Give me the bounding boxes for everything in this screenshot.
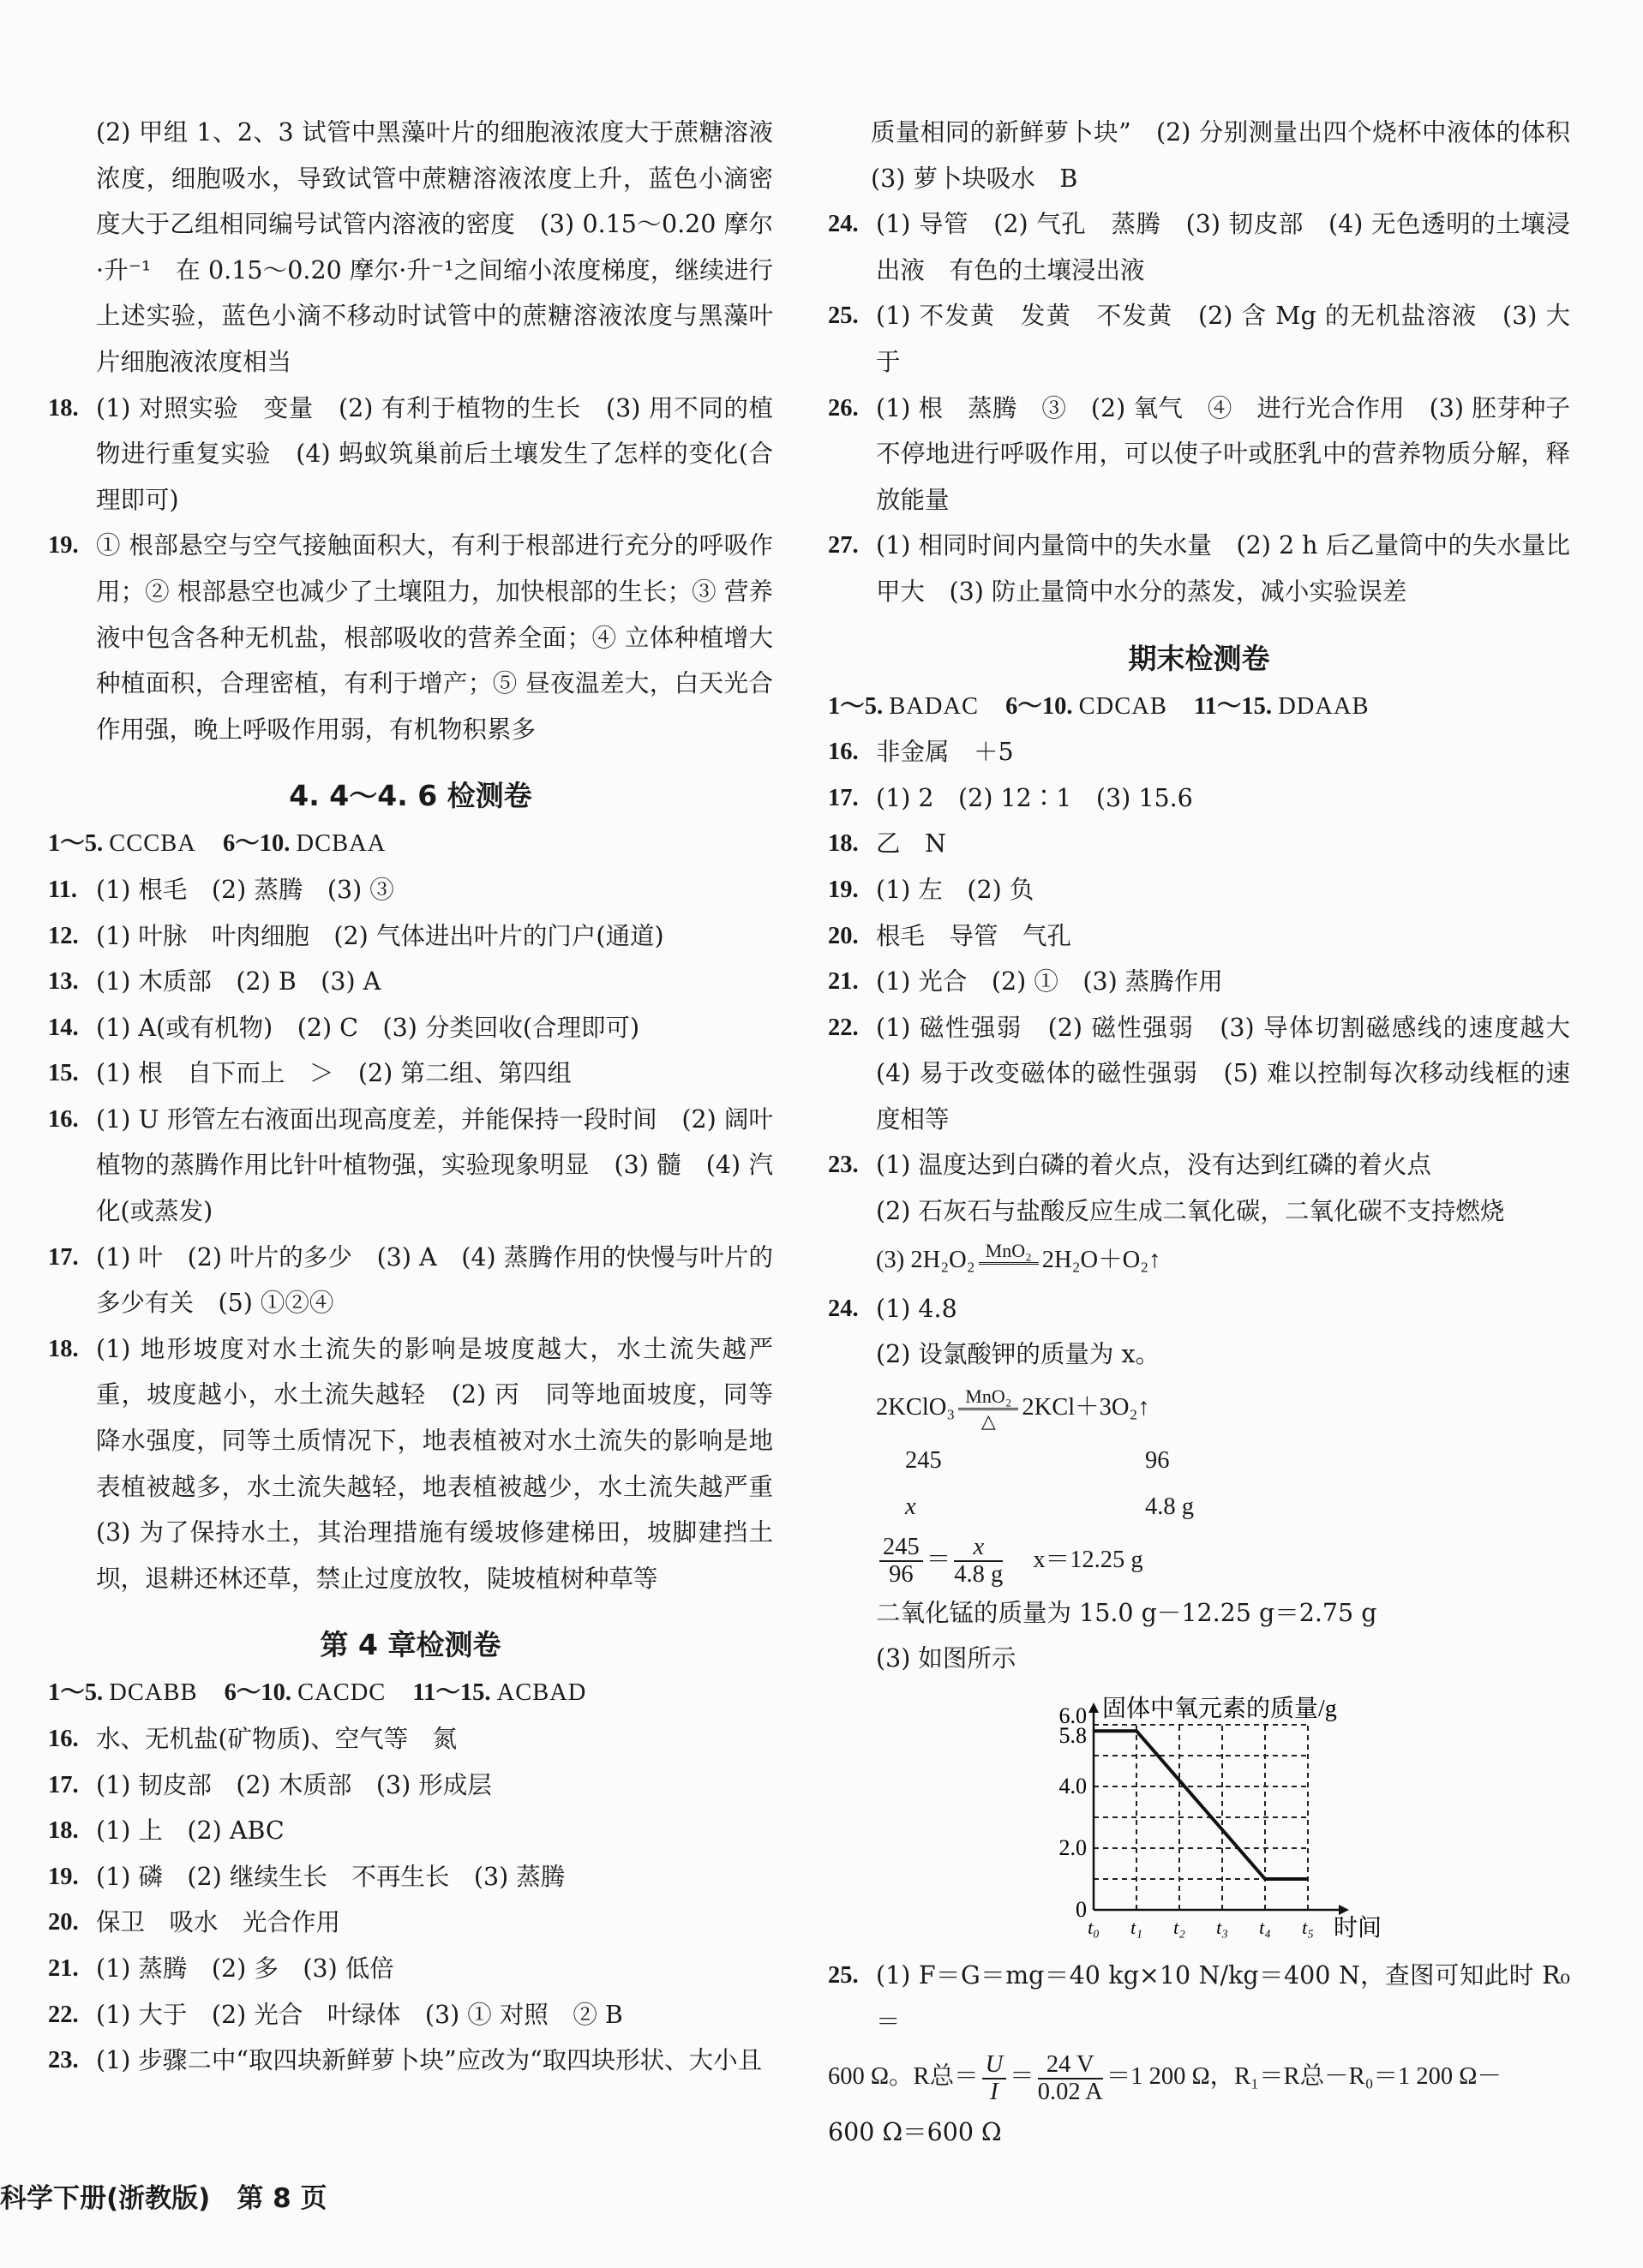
item-text: (1) 上 (2) ABC (96, 1816, 285, 1846)
item-text: 水、无机盐(矿物质)、空气等 氮 (96, 1725, 458, 1753)
mc-range: 11～15. (412, 1679, 491, 1707)
item-number: 19. (828, 876, 859, 903)
mc-range: 6～10. (1005, 692, 1073, 720)
answer-item (48, 523, 773, 752)
answer-item (48, 1235, 773, 1326)
q17-continued: (2) 甲组 1、2、3 试管中黑藻叶片的细胞液浓度大于蔗糖溶液浓度，细胞吸水，导致试管中蔗糖溶液浓度上升，蓝色小滴密度大于乙组相同编号试管内溶液的密度 (3) 0.15～0.20 摩尔·升⁻¹ 在 0.15～0.20 摩尔·升⁻¹之间缩小浓度梯度，继续进行上述实验，蓝色小滴不移动时试管中的蔗糖溶液浓度与黑藻叶片细胞液浓度相当 (96, 118, 773, 376)
answer-item (828, 821, 1570, 867)
answer-item (48, 1050, 773, 1097)
item-number: 23. (48, 2047, 79, 2074)
frac-denominator: 4.8 g (954, 1561, 1004, 1589)
item-number: 11. (48, 876, 78, 903)
x-tick-label: t₃ (1216, 1917, 1228, 1939)
q23-line1: (1) 温度达到白磷的着火点，没有达到红磷的着火点 (876, 1151, 1431, 1180)
item-text: 保卫 吸水 光合作用 (96, 1908, 341, 1937)
mc-answer: CDCAB (1078, 692, 1167, 720)
item-text: (1) 叶 (2) 叶片的多少 (3) A (4) 蒸腾作用的快慢与叶片的多少有关 (5) ①②④ (96, 1242, 773, 1318)
item-number: 17. (48, 1243, 79, 1271)
answer-item (48, 867, 773, 913)
x-axis-arrow (1339, 1905, 1349, 1915)
y-tick-label: 2.0 (1058, 1835, 1087, 1861)
answer-item (48, 386, 773, 524)
item-text: (1) 不发黄 发黄 不发黄 (2) 含 Mg 的无机盐溶液 (3) 大于 (876, 302, 1570, 376)
item-text: (1) 根 蒸腾 ③ (2) 氧气 ④ 进行光合作用 (3) 胚芽种子不停地进行呼吸作用，可以使子叶或胚乳中的营养物质分解，释放能量 (876, 393, 1570, 514)
section-title: 4. 4～4. 6 检测卷 (289, 779, 532, 813)
item-text: (1) 蒸腾 (2) 多 (3) 低倍 (96, 1954, 394, 1983)
section-title: 第 4 章检测卷 (320, 1628, 501, 1662)
right-column (828, 110, 1595, 2156)
q24-part2: (2) 设氯酸钾的质量为 x。 (876, 1340, 1160, 1369)
item-text: (1) A(或有机物) (2) C (3) 分类回收(合理即可) (96, 1013, 640, 1042)
x-tick-label: t₄ (1259, 1917, 1271, 1939)
q24-result: x＝12.25 g (1033, 1546, 1143, 1573)
answer-item (48, 1097, 773, 1235)
answer-item (48, 1900, 773, 1946)
mc-range: 6～10. (224, 1679, 291, 1707)
q24-proportion: $\frac{245}{96}$ ＝ $\frac{x}{4.8 g}$ x＝12.25 g (876, 1530, 1570, 1590)
frac-denominator: I (990, 2078, 998, 2105)
answer-item (828, 293, 1570, 385)
item-number: 25. (828, 302, 859, 330)
answer-item (828, 523, 1570, 614)
item-number: 15. (48, 1060, 79, 1087)
item-number: 12. (48, 922, 79, 949)
answer-item (828, 1005, 1595, 1143)
item-number: 22. (48, 2001, 79, 2028)
answer-item (828, 775, 1570, 822)
eq-products: 2KCl＋3O₂↑ (1022, 1393, 1150, 1421)
item-number: 18. (828, 830, 859, 858)
item-text: (1) 根 自下而上 ＞ (2) 第二组、第四组 (96, 1059, 572, 1088)
item-number: 27. (828, 532, 859, 560)
mc-answers (48, 1670, 773, 1716)
item-text: (1) 叶脉 叶肉细胞 (2) 气体进出叶片的门户(通道) (96, 921, 664, 950)
answer-item (48, 1716, 773, 1762)
frac-denominator: 0.02 A (1037, 2078, 1103, 2105)
item-number: 23. (828, 1152, 859, 1179)
item-number: 19. (48, 532, 79, 560)
mass-kclo3: x (905, 1493, 916, 1520)
series-line (1094, 1731, 1308, 1879)
mc-answer: CACDC (297, 1679, 387, 1707)
q25-line3: 600 Ω＝600 Ω (828, 2118, 1002, 2147)
item-number: 24. (828, 211, 859, 238)
mc-answer: DCBAA (296, 830, 387, 858)
answer-item (48, 2038, 773, 2084)
item-text: (1) 大于 (2) 光合 叶绿体 (3) ① 对照 ② B (96, 2000, 623, 2029)
mc-answers (828, 684, 1570, 730)
frac-denominator: 96 (889, 1561, 914, 1589)
item-text: (1) 磁性强弱 (2) 磁性强弱 (3) 导体切割磁感线的速度越大 (4) 易于改变磁体的磁性强弱 (5) 难以控制每次移动线框的速度相等 (876, 1013, 1595, 1134)
answer-item (48, 1946, 773, 1992)
mc-range: 1～5. (48, 1679, 104, 1707)
mc-range: 1～5. (828, 692, 884, 720)
frac-numerator: 245 (879, 1535, 923, 1562)
frac-numerator: U (982, 2052, 1007, 2079)
item-number: 16. (48, 1105, 79, 1133)
item-text: (1) 2 (2) 12∶1 (3) 15.6 (876, 783, 1193, 812)
q25-text-b: ＝1 200 Ω，R₁＝R总－R₀＝1 200 Ω－ (1106, 2063, 1502, 2091)
y-tick-label: 4.0 (1058, 1774, 1087, 1799)
answer-item (48, 1005, 773, 1051)
q24-mno2-mass: 二氧化锰的质量为 15.0 g－12.25 g＝2.75 g (876, 1598, 1377, 1627)
mc-answer: BADAC (889, 692, 980, 720)
q23-continued: 质量相同的新鲜萝卜块” (2) 分别测量出四个烧杯中液体的体积 (3) 萝卜块吸水 B (871, 118, 1595, 193)
y-tick-label: 5.8 (1058, 1723, 1087, 1749)
q23-equation (876, 1235, 1570, 1286)
item-text: 根毛 导管 气孔 (876, 921, 1072, 950)
item-number: 26. (828, 394, 859, 422)
x-tick-label: t₁ (1130, 1917, 1142, 1939)
mass-o2: 4.8 g (1145, 1493, 1194, 1520)
x-tick-label: t₅ (1302, 1917, 1314, 1939)
eq-condition (979, 1240, 1039, 1284)
item-number: 18. (48, 1817, 79, 1845)
item-number: 25. (828, 1962, 859, 1990)
x-tick-label: t₀ (1088, 1917, 1100, 1939)
eq-condition (958, 1385, 1018, 1433)
item-text (876, 1142, 1570, 1285)
y-axis-arrow (1088, 1702, 1099, 1713)
item-number: 20. (828, 922, 859, 949)
item-number: 18. (48, 1335, 79, 1362)
mc-range: 1～5. (48, 830, 104, 858)
fraction-mass (954, 1535, 1003, 1588)
left-column (48, 110, 798, 2084)
frac-numerator: x (954, 1535, 1003, 1562)
item-number: 21. (828, 968, 859, 996)
item-text: (1) 相同时间内量筒中的失水量 (2) 2 h 后乙量筒中的失水量比甲大 (3) 防止量筒中水分的蒸发，减小实验误差 (876, 531, 1570, 606)
x-axis-label: 时间 (1334, 1915, 1382, 1942)
mc-answer: DDAAB (1278, 692, 1370, 720)
eq-heat: △ (980, 1409, 996, 1432)
chart-svg (1042, 1679, 1385, 1944)
x-tick-label: t₂ (1173, 1917, 1185, 1939)
item-number: 16. (48, 1726, 79, 1752)
item-number: 17. (48, 1771, 79, 1798)
item-text: (1) 步骤二中“取四块新鲜萝卜块”应改为“取四块形状、大小且 (96, 2046, 763, 2075)
answer-item (828, 1142, 1570, 1285)
eq-reactants: (3) 2H₂O₂ (876, 1246, 975, 1273)
item-text: (1) 光合 (2) ① (3) 蒸腾作用 (876, 967, 1223, 996)
q24-masses (905, 1438, 1570, 1530)
answer-item (828, 1286, 1570, 1378)
fraction-ui (982, 2052, 1007, 2105)
item-text: (1) U 形管左右液面出现高度差，并能保持一段时间 (2) 阔叶植物的蒸腾作用比针叶植物强，实验现象明显 (3) 髓 (4) 汽化(或蒸发) (96, 1104, 773, 1226)
answer-item (828, 867, 1570, 913)
q25-line2 (828, 2044, 1570, 2109)
mc-answer: ACBAD (496, 1679, 587, 1707)
answer-item (48, 913, 773, 960)
item-text: 非金属 ＋5 (876, 738, 1014, 767)
item-text: (1) 木质部 (2) B (3) A (96, 967, 381, 996)
item-number: 13. (48, 968, 79, 996)
item-number: 19. (48, 1863, 79, 1890)
oxygen-mass-chart (1042, 1679, 1570, 1948)
item-number: 17. (828, 784, 859, 811)
item-text: 乙 N (876, 829, 946, 859)
item-text: (1) 韧皮部 (2) 木质部 (3) 形成层 (96, 1770, 492, 1799)
y-tick-label: 0 (1076, 1897, 1087, 1923)
item-text: (1) 磷 (2) 继续生长 不再生长 (3) 蒸腾 (96, 1862, 566, 1891)
eq-products: 2H₂O＋O₂↑ (1041, 1246, 1161, 1273)
equals-sign: ＝ (1010, 2063, 1034, 2091)
eq-catalyst: MnO₂ (979, 1240, 1039, 1265)
y-axis-label: 固体中氧元素的质量/g (1102, 1696, 1337, 1723)
item-text: (1) 地形坡度对水土流失的影响是坡度越大，水土流失越严重，坡度越小，水土流失越轻 (2) 丙 同等地面坡度，同等降水强度，同等土质情况下，地表植被对水土流失的影响是地表植被越多，水土流失越轻，地表植被越少，水土流失越严重 (3) 为了保持水土，其治理措施有缓坡修建梯田，坡脚建挡土坝，退耕还林还草，禁止过度放牧，陡坡植树种草等 (96, 1334, 798, 1593)
answer-item (828, 729, 1570, 775)
mc-range: 6～10. (223, 830, 291, 858)
mc-answer: DCABB (109, 1679, 198, 1707)
item-text: (1) 根毛 (2) 蒸腾 (3) ③ (96, 875, 394, 904)
item-number: 21. (48, 1954, 79, 1982)
answer-item (48, 959, 773, 1005)
molar-mass-kclo3: 245 (905, 1446, 942, 1474)
answer-item (828, 913, 1570, 960)
q25-line1: (1) F＝G＝mg＝40 kg×10 N/kg＝400 N，查图可知此时 R₀＝ (876, 1961, 1570, 2036)
fraction-molar (879, 1535, 923, 1588)
q25-text-a: 600 Ω。R总＝ (828, 2063, 979, 2091)
item-number: 16. (828, 739, 859, 766)
mc-answer: CCCBA (109, 830, 196, 858)
item-text (876, 1286, 1570, 1378)
item-number: 24. (828, 1295, 859, 1322)
eq-catalyst: MnO₂ (958, 1385, 1018, 1410)
molar-mass-o2: 96 (1145, 1446, 1170, 1474)
item-text: ① 根部悬空与空气接触面积大，有利于根部进行充分的呼吸作用；② 根部悬空也减少了土壤阻力，加快根部的生长；③ 营养液中包含各种无机盐，根部吸收的营养全面；④ 立体种植增大种植面积，合理密植，有利于增产；⑤ 昼夜温差大，白天光合作用强，晚上呼吸作用弱，有机物积累多 (96, 531, 773, 744)
mc-answers (48, 821, 773, 867)
item-text: (1) 左 (2) 负 (876, 875, 1034, 904)
answer-item (48, 1326, 798, 1602)
y-tick-label: 6.0 (1058, 1703, 1087, 1729)
item-text: (1) 对照实验 变量 (2) 有利于植物的生长 (3) 用不同的植物进行重复实验 (4) 蚂蚁筑巢前后土壤发生了怎样的变化(合理即可) (96, 393, 773, 514)
q24-part3: (3) 如图所示 (876, 1644, 1016, 1673)
item-text: (1) 导管 (2) 气孔 蒸腾 (3) 韧皮部 (4) 无色透明的土壤浸出液 有色的土壤浸出液 (876, 210, 1570, 284)
answer-item (828, 386, 1570, 524)
fraction-values (1038, 2052, 1103, 2105)
answer-item (828, 959, 1570, 1005)
q24-part1: (1) 4.8 (876, 1294, 957, 1323)
item-number: 14. (48, 1014, 79, 1041)
page-footer: 科学下册(浙教版) 第 8 页 (0, 2183, 327, 2214)
answer-item (48, 1808, 773, 1854)
q24-equation (876, 1378, 1570, 1438)
mc-range: 11～15. (1194, 692, 1273, 720)
answer-item (48, 1762, 773, 1809)
answer-item (48, 1854, 773, 1900)
frac-numerator: 24 V (1038, 2052, 1103, 2079)
section-title: 期末检测卷 (1128, 641, 1270, 675)
item-number: 18. (48, 394, 79, 422)
answer-item (48, 1992, 773, 2038)
eq-reactants: 2KClO₃ (876, 1393, 956, 1421)
answer-item (828, 201, 1570, 293)
answer-item (828, 1953, 1570, 2156)
q23-line2: (2) 石灰石与盐酸反应生成二氧化碳，二氧化碳不支持燃烧 (876, 1197, 1505, 1226)
item-number: 20. (48, 1909, 79, 1936)
item-number: 22. (828, 1014, 859, 1041)
